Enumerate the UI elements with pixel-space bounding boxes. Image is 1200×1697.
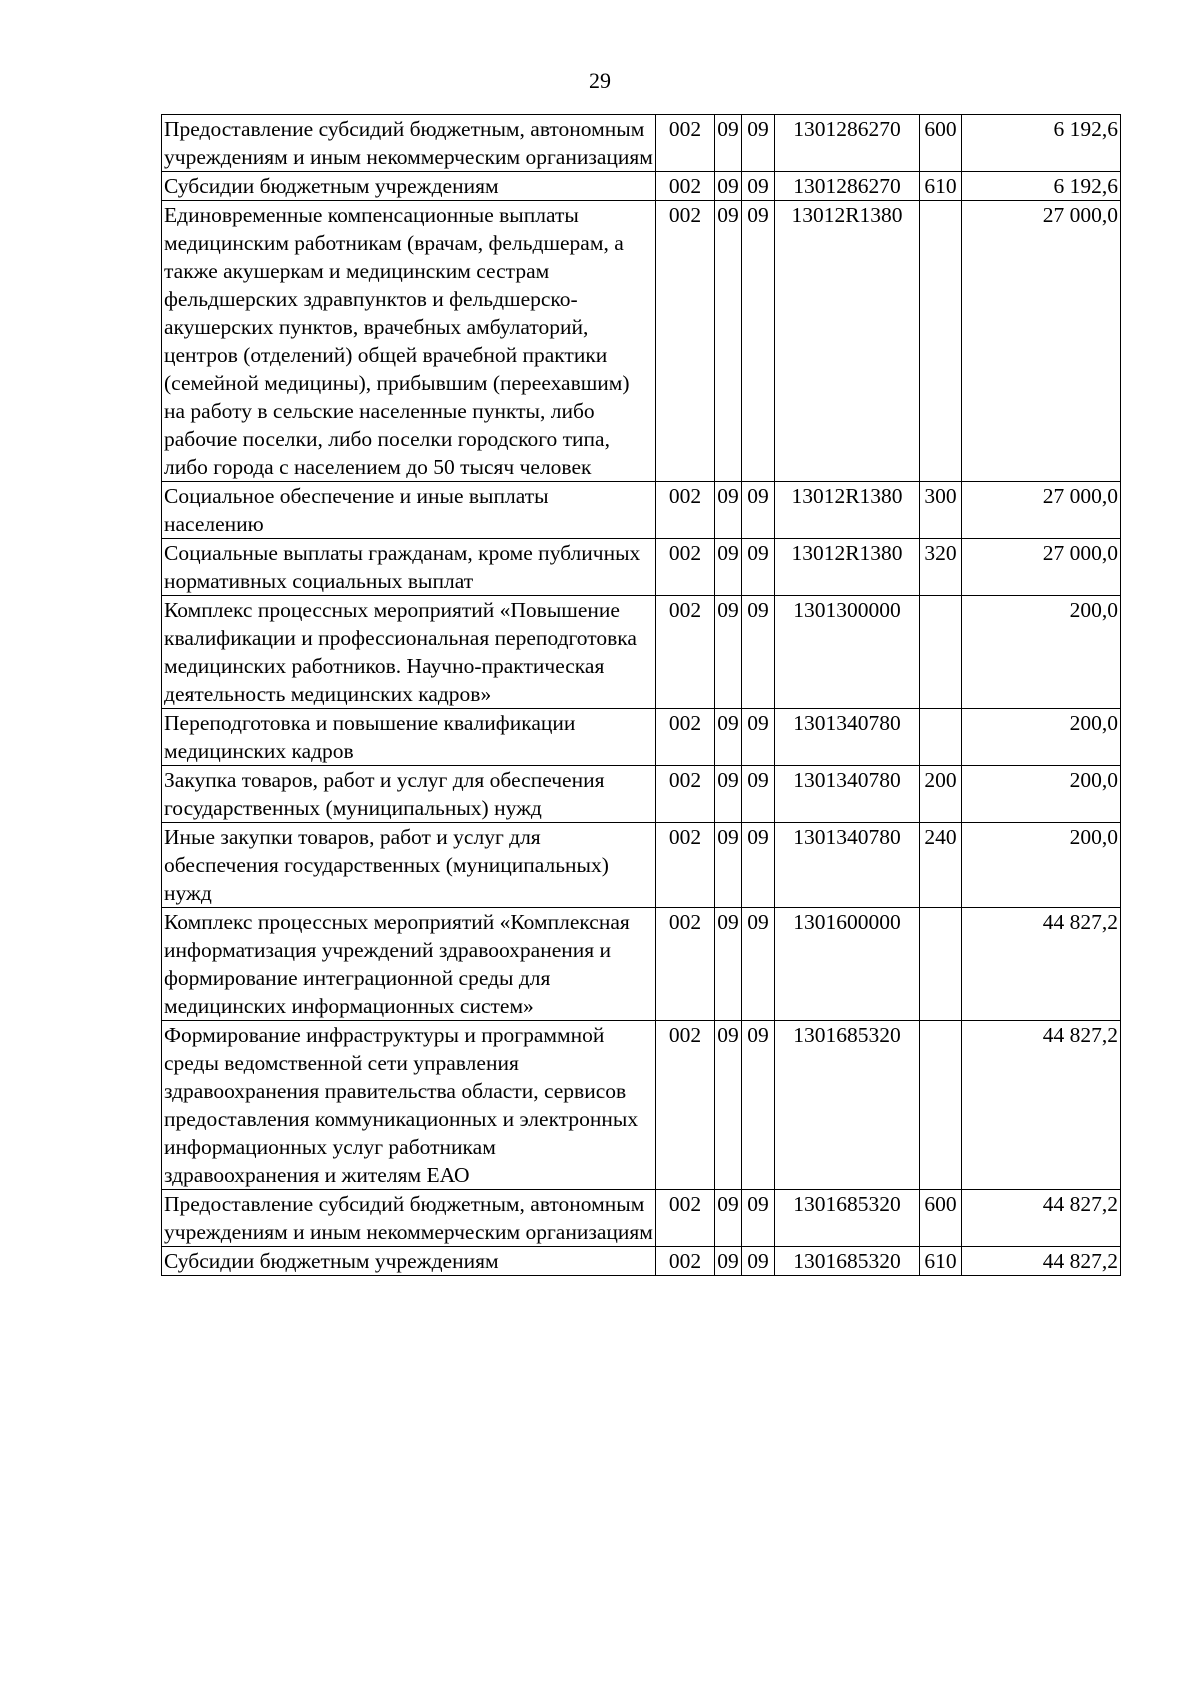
table-row bbox=[162, 908, 1121, 1021]
target-code-cell: 1301685320 bbox=[775, 1190, 920, 1247]
target-code-cell: 13012R1380 bbox=[775, 201, 920, 482]
amount-cell: 44 827,2 bbox=[962, 1021, 1121, 1190]
table-row bbox=[162, 823, 1121, 908]
subsection-code-cell: 09 bbox=[742, 908, 775, 1021]
subsection-code-cell: 09 bbox=[742, 482, 775, 539]
row-name-cell: Закупка товаров, работ и услуг для обеспечения государственных (муниципальных) нужд bbox=[162, 766, 656, 823]
ministry-code-cell: 002 bbox=[656, 766, 715, 823]
amount-cell: 27 000,0 bbox=[962, 482, 1121, 539]
target-code-cell: 1301286270 bbox=[775, 115, 920, 172]
row-name-cell: Социальное обеспечение и иные выплаты населению bbox=[162, 482, 656, 539]
subsection-code-cell: 09 bbox=[742, 596, 775, 709]
table-row bbox=[162, 482, 1121, 539]
subsection-code-cell: 09 bbox=[742, 1247, 775, 1276]
subsection-code-cell: 09 bbox=[742, 539, 775, 596]
target-code-cell: 1301300000 bbox=[775, 596, 920, 709]
ministry-code-cell: 002 bbox=[656, 201, 715, 482]
row-name-cell: Субсидии бюджетным учреждениям bbox=[162, 172, 656, 201]
table-row bbox=[162, 596, 1121, 709]
amount-cell: 6 192,6 bbox=[962, 172, 1121, 201]
row-name-cell: Комплекс процессных мероприятий «Комплексная информатизация учреждений здравоохранения и формирование интеграционной среды для медицинских информационных систем» bbox=[162, 908, 656, 1021]
expense-type-cell bbox=[920, 201, 962, 482]
section-code-cell: 09 bbox=[715, 1190, 742, 1247]
amount-cell: 200,0 bbox=[962, 709, 1121, 766]
target-code-cell: 1301286270 bbox=[775, 172, 920, 201]
ministry-code-cell: 002 bbox=[656, 539, 715, 596]
expense-type-cell: 600 bbox=[920, 115, 962, 172]
target-code-cell: 13012R1380 bbox=[775, 539, 920, 596]
amount-cell: 200,0 bbox=[962, 766, 1121, 823]
table-row bbox=[162, 539, 1121, 596]
ministry-code-cell: 002 bbox=[656, 709, 715, 766]
section-code-cell: 09 bbox=[715, 1247, 742, 1276]
target-code-cell: 13012R1380 bbox=[775, 482, 920, 539]
target-code-cell: 1301340780 bbox=[775, 709, 920, 766]
row-name-cell: Комплекс процессных мероприятий «Повышение квалификации и профессиональная переподготовка медицинских работников. Научно-практическая деятельность медицинских кадров» bbox=[162, 596, 656, 709]
ministry-code-cell: 002 bbox=[656, 1190, 715, 1247]
subsection-code-cell: 09 bbox=[742, 766, 775, 823]
target-code-cell: 1301685320 bbox=[775, 1021, 920, 1190]
table-row bbox=[162, 709, 1121, 766]
amount-cell: 200,0 bbox=[962, 596, 1121, 709]
expense-type-cell bbox=[920, 908, 962, 1021]
section-code-cell: 09 bbox=[715, 201, 742, 482]
ministry-code-cell: 002 bbox=[656, 172, 715, 201]
table-row bbox=[162, 172, 1121, 201]
expense-type-cell: 240 bbox=[920, 823, 962, 908]
table-row bbox=[162, 766, 1121, 823]
row-name-cell: Субсидии бюджетным учреждениям bbox=[162, 1247, 656, 1276]
ministry-code-cell: 002 bbox=[656, 115, 715, 172]
section-code-cell: 09 bbox=[715, 115, 742, 172]
row-name-cell: Единовременные компенсационные выплаты медицинским работникам (врачам, фельдшерам, а также акушеркам и медицинским сестрам фельдшерских здравпунктов и фельдшерско-акушерских пунктов, врачебных амбулаторий, центров (отделений) общей врачебной практики (семейной медицины), прибывшим (переехавшим) на работу в сельские населенные пункты, либо рабочие поселки, либо поселки городского типа, либо города с населением до 50 тысяч человек bbox=[162, 201, 656, 482]
expense-type-cell: 320 bbox=[920, 539, 962, 596]
row-name-cell: Формирование инфраструктуры и программной среды ведомственной сети управления здравоохранения правительства области, сервисов предоставления коммуникационных и электронных информационных услуг работникам здравоохранения и жителям ЕАО bbox=[162, 1021, 656, 1190]
target-code-cell: 1301685320 bbox=[775, 1247, 920, 1276]
target-code-cell: 1301600000 bbox=[775, 908, 920, 1021]
section-code-cell: 09 bbox=[715, 823, 742, 908]
section-code-cell: 09 bbox=[715, 596, 742, 709]
section-code-cell: 09 bbox=[715, 172, 742, 201]
amount-cell: 27 000,0 bbox=[962, 201, 1121, 482]
expense-type-cell: 300 bbox=[920, 482, 962, 539]
amount-cell: 6 192,6 bbox=[962, 115, 1121, 172]
ministry-code-cell: 002 bbox=[656, 482, 715, 539]
section-code-cell: 09 bbox=[715, 766, 742, 823]
section-code-cell: 09 bbox=[715, 482, 742, 539]
row-name-cell: Предоставление субсидий бюджетным, автономным учреждениям и иным некоммерческим организациям bbox=[162, 1190, 656, 1247]
table-body bbox=[162, 115, 1121, 1276]
amount-cell: 44 827,2 bbox=[962, 1190, 1121, 1247]
expense-type-cell: 610 bbox=[920, 172, 962, 201]
section-code-cell: 09 bbox=[715, 539, 742, 596]
amount-cell: 44 827,2 bbox=[962, 908, 1121, 1021]
row-name-cell: Переподготовка и повышение квалификации медицинских кадров bbox=[162, 709, 656, 766]
ministry-code-cell: 002 bbox=[656, 1021, 715, 1190]
section-code-cell: 09 bbox=[715, 1021, 742, 1190]
page-number: 29 bbox=[589, 68, 611, 93]
subsection-code-cell: 09 bbox=[742, 172, 775, 201]
amount-cell: 200,0 bbox=[962, 823, 1121, 908]
ministry-code-cell: 002 bbox=[656, 908, 715, 1021]
expense-type-cell bbox=[920, 1021, 962, 1190]
table-row bbox=[162, 201, 1121, 482]
row-name-cell: Социальные выплаты гражданам, кроме публичных нормативных социальных выплат bbox=[162, 539, 656, 596]
target-code-cell: 1301340780 bbox=[775, 823, 920, 908]
section-code-cell: 09 bbox=[715, 709, 742, 766]
table-row bbox=[162, 1247, 1121, 1276]
expense-type-cell bbox=[920, 709, 962, 766]
subsection-code-cell: 09 bbox=[742, 823, 775, 908]
budget-table bbox=[161, 114, 1121, 1276]
table-row bbox=[162, 115, 1121, 172]
expense-type-cell: 600 bbox=[920, 1190, 962, 1247]
expense-type-cell: 200 bbox=[920, 766, 962, 823]
table-row bbox=[162, 1021, 1121, 1190]
section-code-cell: 09 bbox=[715, 908, 742, 1021]
subsection-code-cell: 09 bbox=[742, 709, 775, 766]
subsection-code-cell: 09 bbox=[742, 201, 775, 482]
subsection-code-cell: 09 bbox=[742, 115, 775, 172]
subsection-code-cell: 09 bbox=[742, 1021, 775, 1190]
row-name-cell: Иные закупки товаров, работ и услуг для обеспечения государственных (муниципальных) нужд bbox=[162, 823, 656, 908]
table-row bbox=[162, 1190, 1121, 1247]
subsection-code-cell: 09 bbox=[742, 1190, 775, 1247]
target-code-cell: 1301340780 bbox=[775, 766, 920, 823]
amount-cell: 27 000,0 bbox=[962, 539, 1121, 596]
ministry-code-cell: 002 bbox=[656, 1247, 715, 1276]
expense-type-cell bbox=[920, 596, 962, 709]
ministry-code-cell: 002 bbox=[656, 596, 715, 709]
row-name-cell: Предоставление субсидий бюджетным, автономным учреждениям и иным некоммерческим организациям bbox=[162, 115, 656, 172]
amount-cell: 44 827,2 bbox=[962, 1247, 1121, 1276]
ministry-code-cell: 002 bbox=[656, 823, 715, 908]
expense-type-cell: 610 bbox=[920, 1247, 962, 1276]
